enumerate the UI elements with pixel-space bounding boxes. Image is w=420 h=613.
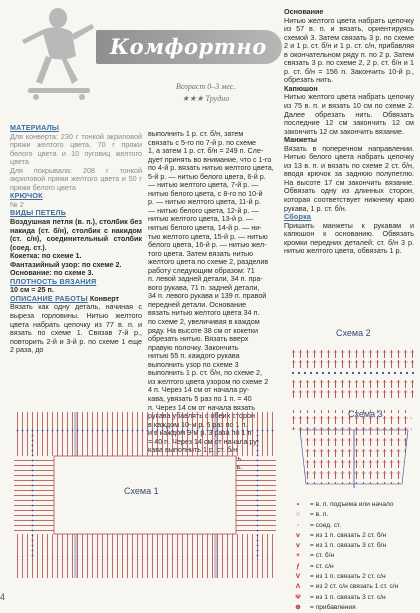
work-heading: ОПИСАНИЕ РАБОТЫ [10,293,88,303]
instruction-line: по 4-й р. вязать нитью желтого цвета, [148,163,274,173]
cuffs-heading: Манжеты [284,135,317,145]
assembly-instructions: Пришить манжеты к рукавам и капюшон к основанию. Обвязать кромки передних деталей: ст. б/н 3 р. нитью желтого цвета, обвязать 1 р. [284,220,414,256]
stitch-symbol-icon: ƒ [296,562,300,570]
hook-value: № 2 [10,199,24,209]
legend-row [286,551,416,561]
hood-instructions: Нитью желтого цвета набрать цепочку из 75 в. п. и вязать 10 см по схеме 2. Далее обрезать нить. Обвязать последние 12 см закончить 12 см закончить 12 см закончить вязание. [284,92,414,136]
legend-text: = из 1 п. связать 2 ст. с/н [310,573,386,581]
stitch-symbol-icon: ∙ [297,521,299,529]
legend-text: = из 1 п. связать 2 ст. б/н [310,531,387,539]
hook-heading: КРЮЧОК [10,191,43,201]
instruction-line: тью желтого цвета, 15-й р. — нитью [148,231,268,241]
legend-row [286,562,416,572]
stitch-symbol-icon: ○ [296,511,300,519]
instruction-line: — нитью белого цвета, 12-й р. — [148,205,259,215]
legend-row [286,593,416,603]
instruction-line: дует принять во внимание, что с 1-го [148,154,272,164]
materials-blanket: Для покрывала: 208 г тонкой акриловой пряжи желтого цвета и 50 г пряжи белого цвета [10,165,142,192]
cuffs-instructions: Вязать в поперечном направлении. Нитью белого цвета набрать цепочку из 13 в. п. и вязать по схеме 2 ст. б/н, вводя крючок за заднюю полупетлю. На высоте 17 см закончить вязание. Обвязать одну из длинных сторон, которая соответствует нижнему краю рукава, 1 р. ст. б/н. [284,143,414,213]
instruction-line: белого цвета, 16-й р. — нитью жел- [148,240,267,250]
instruction-line: кава, увязать 5 раз по 1 п. = 40 [148,393,252,403]
stitch-symbol-icon: Ψ [295,593,301,601]
kokette-text: Кокетка: по схеме 1. [10,251,82,261]
instruction-line: выполнить узор по схеме 3 [148,359,239,369]
instruction-line: работу следующим образом: 71 [148,265,255,275]
legend-row [286,541,416,551]
instruction-line: п. левой задней детали, 34 п. пра- [148,274,263,284]
legend-text: = ст. б/н [310,552,335,560]
assembly-heading: Сборка [284,212,312,222]
legend-row [286,521,416,531]
instruction-line: желтого цвета по схеме 2, разделив [148,257,269,267]
instruction-line: 4 п. Через 14 см от начала ру- [148,385,250,395]
scheme-2-diagram [290,340,416,400]
legend-row [286,582,416,592]
instruction-line: по схеме 2, увеличивая в каждом [148,317,260,327]
page-title: Комфортно [110,34,267,59]
legend-row [286,603,416,613]
materials-envelope: Для конверта: 230 г тонкой акриловой пряжи желтого цвета, 70 г пряжи белого цвета и 10 пуговиц желтого цвета [10,131,142,167]
page-number: 4 [0,592,6,602]
legend-text: = в. п. [310,511,329,519]
column-materials [10,124,142,355]
stitch-symbol-icon: ⅴ [296,531,300,539]
instruction-line: передней детали. Основание [148,299,247,309]
instruction-line: р. — нитью желтого цвета, 11-й р. [148,197,261,207]
scheme-2-label: Схема 2 [336,328,371,338]
instruction-line: ряду. На высоте 38 см от кокетки [148,325,259,335]
materials-heading: МАТЕРИАЛЫ [10,124,60,132]
instruction-line: п. Через 14 см от начала вязать [148,402,255,412]
stitch-symbol-icon: Λ [295,583,301,591]
instruction-line: 34 п. левого рукава и 139 п. правой [148,291,267,301]
legend-text: = из 1 п. связать 3 ст. б/н [310,542,387,550]
instruction-line: нитью белого цвета, с 8-го по 10-й [148,188,263,198]
instruction-line: вого рукава, 71 п. задней детали, [148,282,260,292]
legend-text: = в. п. подъема или начало [310,501,394,508]
base-instructions: Нитью желтого цвета набрать цепочку из 57 в. п. и вязать, ориентируясь схемой 3. Затем связать 3 р. по схеме 2 и 1 р. ст. б/н и 1 р. ст. с/н, прибавляя в окончательном ряду п. по 2 р. Затем связать 3 р. по схеме 2, 2 р. ст. б/н и 1 р. ст. б/н = 156 п. Закончить 10-й р., обрезать нить. [284,15,414,85]
legend-text: = из 1 п. связать 3 ст. с/н [310,593,386,601]
instruction-line: нитью белого цвета, 14-й р. — ни- [148,223,262,233]
legend-row [286,531,416,541]
base-heading: Основание [284,8,324,16]
scheme-3-label: Схема 3 [348,409,383,419]
stitch-symbol-icon: • [296,501,300,508]
instruction-line: нитью желтого цвета, 13-й р. — [148,214,254,224]
legend-text: = ст. с/н [310,562,334,570]
legend-text: = соед. ст. [310,521,342,529]
instruction-line: того цвета. Затем вязать нитью [148,248,254,258]
stitch-symbol-icon: ⅴ [296,542,300,550]
base-text: Основание: по схеме 3. [10,268,94,278]
instruction-line: связать с 5-го по 7-й р. по схеме [148,137,257,147]
loops-heading: ВИДЫ ПЕТЕЛЬ [10,208,67,218]
instruction-line: правую полочку. Закончить [148,342,239,352]
column-assembly [284,8,414,256]
instruction-line: — нитью желтого цвета, 7-й р. — [148,180,259,190]
stitch-symbol-icon: + [296,552,300,560]
instruction-line: обрезать нитью. Вязать вверх [148,334,249,344]
legend-text: = прибавления [310,603,356,611]
difficulty-label: ★★★ Трудно [182,94,230,103]
symbol-legend [286,500,416,613]
density-heading: ПЛОТНОСТЬ ВЯЗАНИЯ [10,276,97,286]
legend-text: = из 2 ст. с/н связать 1 ст. с/н [310,583,399,591]
stitch-symbol-icon: ⊕ [295,603,301,611]
instruction-line: 5-й р. — нитью белого цвета, 6-й р. [148,171,266,181]
work-heading-tail: Конверт [89,293,120,303]
instruction-line: нитью 55 п. каждого рукава [148,351,240,361]
stitch-symbol-icon: V [295,573,301,581]
instruction-line: 1, а затем 1 р. ст. б/н = 249 п. Сле- [148,146,264,156]
density-value: 10 см = 25 п. [10,285,54,295]
instruction-line: вязать нитью желтого цвета 34 п. [148,308,260,318]
legend-row [286,500,416,510]
loops-text: Воздушная петля (в. п.), столбик без накида (ст. б/н), столбик с накидом (ст. с/н), соединительный столбик (соед. ст.). [10,217,142,252]
instruction-line: выполнить 1 р. ст. б/н, по схеме 2, [148,368,262,378]
hood-heading: Капюшон [284,83,318,93]
legend-row [286,510,416,520]
scheme-1-label: Схема 1 [124,486,159,496]
work-text: Вязать как одну деталь, начиная с выреза горловины. Нитью желтого цвета набрать цепочку из 77 в. п. и вязать по схеме 1. Связав 7-й р., повторить 2-й и 3-й р. по схеме 1 еще 2 раза, до [10,302,142,355]
instruction-line: из желтого цвета узором по схеме 2 [148,376,269,386]
age-label: Возраст 0–3 мес. [176,82,236,91]
fancy-text: Фантазийный узор: по схеме 2. [10,259,122,269]
legend-row [286,572,416,582]
instruction-line: выполнить 1 р. ст. б/н, затем [148,130,244,138]
skater-illustration [14,4,104,114]
